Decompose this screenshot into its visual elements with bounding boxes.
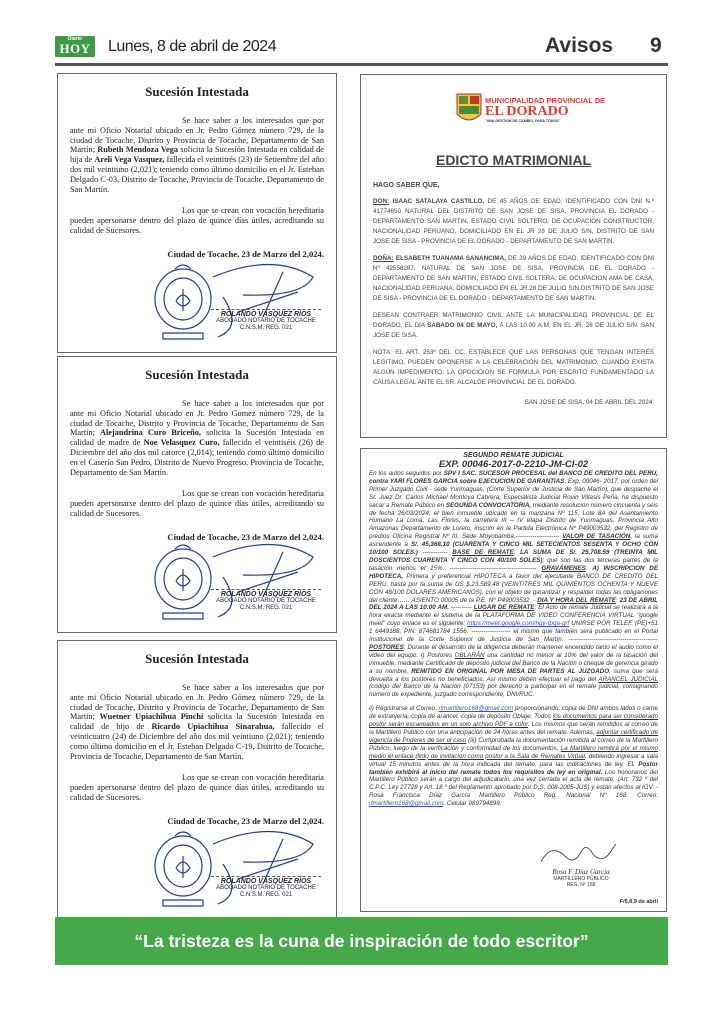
text-segment: DE 45 AÑOS DE EDAD, IDENTIFICADO CON DNI N.º 41774650 NATURAL DEL DISTRITO DE SAN JOSE DE SISA, PROVINCIA EL DORADO - DEPARTAMENTO SAN MARTIN, ESTADO CIVIL SOLTERO, DE OCUPACION CONSTRUCTOR, NACIONALIDAD PERUANO, DOMICILIADO EN EL JR 28 DE JULIO S/N, DISTRITO DE SAN JOSE DE SISA - PROVINCIA DE EL DORADO - DEPARTAMENTO DE SAN MARTIN.: [373, 198, 655, 245]
edicto-matrimonial-notice: [360, 74, 667, 438]
notary-seal-icon: [143, 257, 323, 347]
auctioneer-name: Rosa F. Díaz García: [552, 868, 610, 876]
edicto-title: EDICTO MATRIMONIAL: [435, 152, 592, 168]
text-segment: solicita la Sucesión Intestada en calidad de hijo de: [70, 712, 324, 732]
text-segment: Ricardo Upiachihua Sinarahua,: [151, 722, 275, 732]
text-segment: DON:: [373, 198, 390, 205]
notary-stamp: [143, 824, 323, 914]
remate-kicker: SEGUNDO REMATE JUDICIAL: [463, 452, 564, 459]
notice-paragraph-1: [70, 116, 324, 194]
text-segment: , suma que será devuelta a los postores no beneficiados. Así mismo deben efectuar el pago del: [369, 667, 658, 683]
text-segment: REMITIDO EN ORIGINAL POR MESA DE PARTES AL JUZGADO: [411, 667, 610, 675]
remate-body-requirements: [369, 705, 658, 808]
notice-paragraph-2: Los que se crean con vocación hereditaria pueden apersonarse dentro del plazo de quince días útiles, acreditando su calidad de Sucesores.: [70, 206, 324, 235]
text-segment: Alejandrina Curo Briceño,: [99, 428, 201, 438]
notice-paragraph-2: Los que se crean con vocación hereditaria pueden apersonarse dentro del plazo de quince días útiles, acreditando su calidad de Sucesores.: [70, 489, 324, 518]
text-segment: La Martillero remitirá por el mismo medio el enlace (link) de invitación como postor a la Sala de Remates Virtual: [369, 744, 659, 760]
text-segment: ------------: [417, 549, 453, 557]
text-segment: POSTORES: [369, 643, 404, 651]
signer-reg: C.N.S.M. REG. 021: [239, 325, 293, 331]
notice-title: Sucesión Intestada: [145, 367, 249, 382]
logo-big-text: HOY: [59, 41, 91, 56]
remate-expediente: EXP. 00046-2017-0-2210-JM-CI-02: [438, 459, 589, 470]
edicto-groom: [373, 197, 654, 247]
text-segment: En los autos seguidos por: [369, 470, 444, 477]
quote-banner: “La tristeza es la cuna de inspiración de todo escritor”: [55, 917, 668, 965]
text-segment: SPV I SAC. SUCESOR PROCESAL del BANCO DE CREDITO DEL PERU, contra YARI FLORES GARCIA sobre EJECUCION DE GARANTIAS: [369, 470, 658, 485]
text-segment: , debiendo ingresar a sala virtual 15 minutos antes de la hora indicada del remate, para las indicaciones de ley. EL: [369, 752, 658, 768]
text-segment: GRAVÁMENES: [541, 564, 586, 572]
text-segment: DE 39 AÑOS DE EDAD, IDENTIFICADO CON DNI Nº 42558287, NATURAL DE SAN JOSE DE SISA, PROVINCIA DE EL DORADO - DEPARTAMENTO DE SAN MARTIN, ESTADO CIVIL SOLTERA, DE OCUPACION AMA DE CASA, NACIONALIDAD PERUANA, DOMICILIADO EN EL JR.28 DE JULIO S/N DISTRITO DE SAN JOSE DE SISA - PROVINCIA DE EL DORADO - DEPARTAMENTO DE SAN MARTIN.: [373, 255, 654, 302]
text-segment: A LAS 10.00 A.M. EN EL JR. 28 DE JULIO S/N. SAN JOSE DE SISA.: [373, 322, 654, 339]
text-segment: : El Acto de remate Judicial se realizará a la hora exacta mediante el sistema de la PLATAFORMA DE VIDEO CONFERENCIA VIRTUAL "google meet" cuyo enlace es el siguiente:: [369, 604, 658, 628]
header-divider: [55, 63, 668, 66]
text-segment: DOÑA:: [373, 255, 394, 262]
text-segment: Se hace saber a los interesados que por ante mi Oficio Notarial ubicado en Jr. Pedro Gómez número 729, de la ciudad de Tocache, Distrito y Provincia de Tocache, Departamento de San Martin;: [70, 683, 324, 722]
signer-role: ABOGADO NOTARIO DE TOCACHE: [216, 598, 316, 604]
auctioneer-reg: REG. Nº 168: [566, 882, 596, 888]
notice-sucesion-3: [57, 640, 337, 920]
issue-date: Lunes, 8 de abril de 2024: [108, 38, 277, 55]
signature-icon: [531, 844, 631, 866]
signer-name: ROLANDO VÁSQUEZ RÍOS: [211, 589, 321, 598]
remate-body: [369, 470, 658, 699]
text-segment: Postor también exhibirá al inicio del remate todos los requisitos de ley en original.: [369, 760, 658, 776]
link-text[interactable]: rlmartillero168@gmail.com: [438, 705, 514, 713]
text-segment: LA SUMA DE S/. 25,708.59 (TREINTA MIL DOSCIENTOS CUARENTA Y CINCO CON 40/100 SOLES): [369, 549, 659, 564]
text-segment: ELSABETH TUANAMA SANANCIMA,: [393, 255, 506, 262]
link-text[interactable]: rlmartillero168@gmail.com: [369, 800, 444, 808]
text-segment: . Celular 989794899.: [443, 800, 502, 808]
text-segment: BASE DE REMATE: [452, 549, 514, 557]
text-segment: . Los mismos que serán remitidos al correo de la Martillero Público con una anticipación de 24 horas antes del remate. Además,: [369, 721, 658, 736]
text-segment: SABADO 04 DE MAYO,: [427, 322, 498, 329]
text-segment: A) INSCRIPCION DE HIPOTECA,: [369, 564, 658, 580]
text-segment: DIA Y HORA DEL REMATE: [537, 596, 616, 604]
edicto-bride: [373, 254, 654, 304]
text-segment: , Exp. 00046- 2017, por orden del Primer Juzgado Civil - sede Yurimaguas, (Corte Superior de Justicia de San Martín), que despache el Sr. Juez Dr. Carlos Michael Montoya Cabrera, Especialista Judicial Rovin Villasis Peña, ha dispuesto sacar a Remate Público en: [369, 477, 659, 509]
text-segment: mediante resolución número cincuenta y seis de fecha 26/03/2024; el bien inmueble ubicado en la manzana Nº 115, Lote 8A del Asentamiento Humano La Loma, Las Flores, la carretera III – IV etapa Distrito de Yurimaguas, Provincia Alto Amazonas Departamento de Loreto, inscrito en la Partida Electrónica Nº P49003532, del Registro de predios Oficina Registral Nº III, Sede Moyobamba.---------------------: [369, 501, 659, 541]
text-segment: LUGAR DE REMATE: [473, 604, 535, 612]
text-segment: UNIRSE POR TELEF. (PE)+51 1 6449188, PIN: 874681784 1556. ------------------- el mismo que también será publicado en el Portal Institucional de la Corte Superior de Justicia de San Martín. -------------------------------------------: [369, 620, 658, 644]
text-segment: (iii) Comprobada la documentación remitida al correo de la Martillero Público, luego de la verificación y conformidad de los documentos,: [369, 736, 659, 752]
text-segment: fallecido el veinticuatro (24) de Diciembre del año dos mil veintiuno (2,021); teniendo como último domicilio en el Jr. Esteban Delgado C-19, Distrito de Tocache, Provincia de Tocache, Departamento de San Martín.: [70, 722, 324, 761]
link-text[interactable]: https://meet.google.com/hgy-tpqa-grf: [467, 620, 570, 628]
text-segment: ISAAC SATALAYA CASTILLO,: [389, 198, 485, 205]
notice-sucesion-2: [57, 356, 337, 633]
signer-role: ABOGADO NOTARIO DE TOCACHE: [216, 885, 316, 891]
text-segment: Wuetner Upiachihua Pinchi: [99, 712, 204, 722]
auctioneer-role: MARTILLERO PÚBLICO: [553, 876, 609, 882]
text-segment: SEGUNDA CONVOCATORIA,: [445, 501, 532, 509]
notary-seal-icon: [143, 537, 323, 627]
text-segment: : Durante el desarrollo de la diligencia deberán mantener encendido tanto el audio como el video del equipo. I) Postores: [369, 643, 658, 659]
edicto-ceremony: [373, 311, 654, 341]
notice-sucesion-1: [57, 73, 337, 353]
muni-line-1: MUNICIPALIDAD PROVINCIAL DE: [485, 95, 606, 105]
text-segment: Areli Vega Vasquez,: [94, 155, 165, 165]
auctioneer-signature: [531, 844, 631, 888]
text-segment: proporcionando: copia de DNI ambos lados o carne de extranjería, copia de arancel, copia de depósito Oblaje; Todos: [369, 705, 659, 721]
remate-judicial-notice: [360, 448, 667, 912]
notice-closing: Ciudad de Tocache, 23 de Marzo del 2,024.: [167, 815, 324, 826]
text-segment: , la suma ascendente a: [369, 533, 658, 549]
text-segment: :: [615, 596, 620, 604]
text-segment: adjuntar certificado de vigencia de Poderes de ser el caso: [369, 729, 659, 744]
text-segment: S/. 45,368.10 (CUARENTA Y CINCO MIL SETECIENTOS SESENTA Y OCHO CON 10/100 SOLES.): [369, 541, 658, 557]
page-number: 9: [650, 34, 662, 57]
text-segment: OBLARÁN: [454, 651, 485, 659]
text-segment: Rubeth Mendoza Vega: [97, 145, 179, 155]
notice-closing: Ciudad de Tocache, 23 de Marzo del 2,024.: [167, 248, 324, 259]
signer-name: ROLANDO VÁSQUEZ RÍOS: [211, 876, 321, 885]
text-segment: ----------: [448, 604, 474, 612]
municipality-logo: [456, 93, 605, 125]
text-segment: :: [513, 549, 521, 557]
masthead-logo: [55, 36, 95, 57]
text-segment: (código del Banco de la Nación (07153) por derecho a participar en el remate judicial, consignando número de expediente, juzgado correspondiente, DNI/RUC.: [369, 683, 658, 699]
signer-reg: C.N.S.M. REG. 021: [239, 605, 293, 611]
text-segment: fallecida el veintitrés (23) de Setiembre del año dos mil veintiuno (2,021); teniendo como último domicilio en el Jr. Esteban Delgado C-03, Distrito de Tocache, Provincia de Tocache, Departamento de San Martín.: [70, 155, 324, 194]
text-segment: 23 DE ABRIL DEL 2024 A LAS 10:00 AM.: [369, 596, 658, 612]
notary-stamp: [143, 257, 323, 347]
edicto-note: NOTA: EL ART. 253º DEL CC. ESTABLECE QUE LAS PERSONAS QUE TENGAN INTERÉS LEGITIMO, PUEDEN OPONERSE A LA CELEBRACIÓN DEL MATRIMONIO, CUANDO EXISTA ALGÚN IMPEDIMENTO. LA OPOCIOION SE FORMULA POR ESCRITO FUNDAMENTADO LA CAUSA LEGAL ANTE EL SR. ALCALDE PROVINCIAL DE EL DORADO.: [373, 349, 654, 386]
municipal-crest-icon: [456, 93, 482, 125]
text-segment: :: [585, 564, 593, 572]
notice-paragraph-1: [70, 399, 324, 477]
text-segment: solicita la Sucesión Intestada en calidad de hija de: [70, 145, 324, 165]
notice-closing: Ciudad de Tocache, 23 de Marzo del 2,024.: [167, 531, 324, 542]
notice-title: Sucesión Intestada: [145, 84, 249, 99]
text-segment: Se hace saber a los interesados que por ante mi Oficio Notarial ubicado en Jr. Pedro Gomez número 729, de la ciudad de Tocache, Distrito y Provincia de Tocache, Departamento de San Martin;: [70, 399, 324, 438]
notice-title: Sucesión Intestada: [145, 651, 249, 666]
edicto-intro: HAGO SABER QUE,: [373, 182, 440, 189]
muni-slogan: "UNA GESTION DE CAMBIO, PARA TODOS": [485, 118, 561, 123]
text-segment: Primera y preferencial HIPOTECA a favor del ejecutante BANCO DE CREDITO DEL PERU, hasta por la suma de US $.23,589.48 (VEINTITRES MIL QUINIENTOS OCHENTA Y NUEVE CON 48/100 DOLARES AMERICANOS), con el objeto de garantizar y respalder todas las obligaciones del cliente…… ASIENTO 00005 de la P.E. Nº P49003532. -: [369, 572, 658, 604]
text-segment: fallecido el veintiséis (26) de Diciembre del año dos mil catorce (2,014); teniendo como último domicilio en el Caserío San Pedro, Distrito de Nuevo Progreso, Provincia de Tocache, Departamento de San Martín.: [70, 438, 324, 477]
text-segment: DESEAN CONTRAER MATRIMONIO CIVIL ANTE LA MUNICIPALIDAD PROVINCIAL DE EL DORADO, EL DIA: [373, 312, 654, 329]
text-segment: solicita la Sucesión Intestada en calidad de madre de: [70, 428, 324, 448]
text-segment: Noe Velasquez Curo,: [143, 438, 220, 448]
text-segment: Se hace saber a los interesados que por ante mi Oficio Notarial ubicado en Jr. Pedro Gómez número 729, de la ciudad de Tocache, Distrito y Provincia de Tocache, Departamento de San Martín;: [70, 116, 324, 155]
notary-seal-icon: [143, 824, 323, 914]
text-segment: Los honorarios del Martillero Público serán a cargo del adjudicatario, una vez cerrada el acta de remate. (Art. 732 º del C.P.C. Ley 27728 y Art. 18 º del Reglamento aprobado por D.S. 008-2005-JUS) y están afectos al IGV. - Rosa Francisca Díaz García Martillero Público Reg. Nacional Nº 168. Correo:: [369, 768, 658, 800]
text-segment: VALOR DE TASACIÓN: [562, 533, 631, 541]
notary-stamp: [143, 537, 323, 627]
edicto-place-date: SAN JOSE DE SISA, 04 DE ABRIL DEL 2024.: [524, 399, 654, 406]
text-segment: ARANCEL JUDICIAL: [598, 675, 658, 683]
logo-small-text: Diario: [67, 36, 83, 42]
signer-name: ROLANDO VÁSQUEZ RÍOS: [211, 309, 321, 318]
section-title: Avisos: [545, 34, 614, 57]
text-segment: ii) Registrarse al Correo:: [369, 705, 439, 713]
signer-reg: C.N.S.M. REG. 021: [239, 892, 293, 898]
text-segment: una cantidad no menor al 10% del valor de la tasación del inmueble, mediante Certificado de depósito judicial del Banco de la Nación o cheque de gerencia girado a su nombre,: [369, 651, 659, 675]
notice-paragraph-1: [70, 683, 324, 761]
publication-dates: F/5,8,9 de abril: [619, 899, 658, 905]
text-segment: ; que son las dos terceras partes de la tasación menos el 15%. ------------------------------------------: [369, 556, 658, 572]
muni-line-2: EL DORADO: [485, 103, 569, 119]
text-segment: los documentos para ser considerado postor serán escaneados en un solo archivo PDF a color: [369, 713, 658, 729]
signer-role: ABOGADO NOTARIO DE TOCACHE: [216, 318, 316, 324]
notice-paragraph-2: Los que se crean con vocación hereditaria pueden apersonarse dentro del plazo de quince días útiles, acreditando su calidad de Sucesores.: [70, 773, 324, 802]
